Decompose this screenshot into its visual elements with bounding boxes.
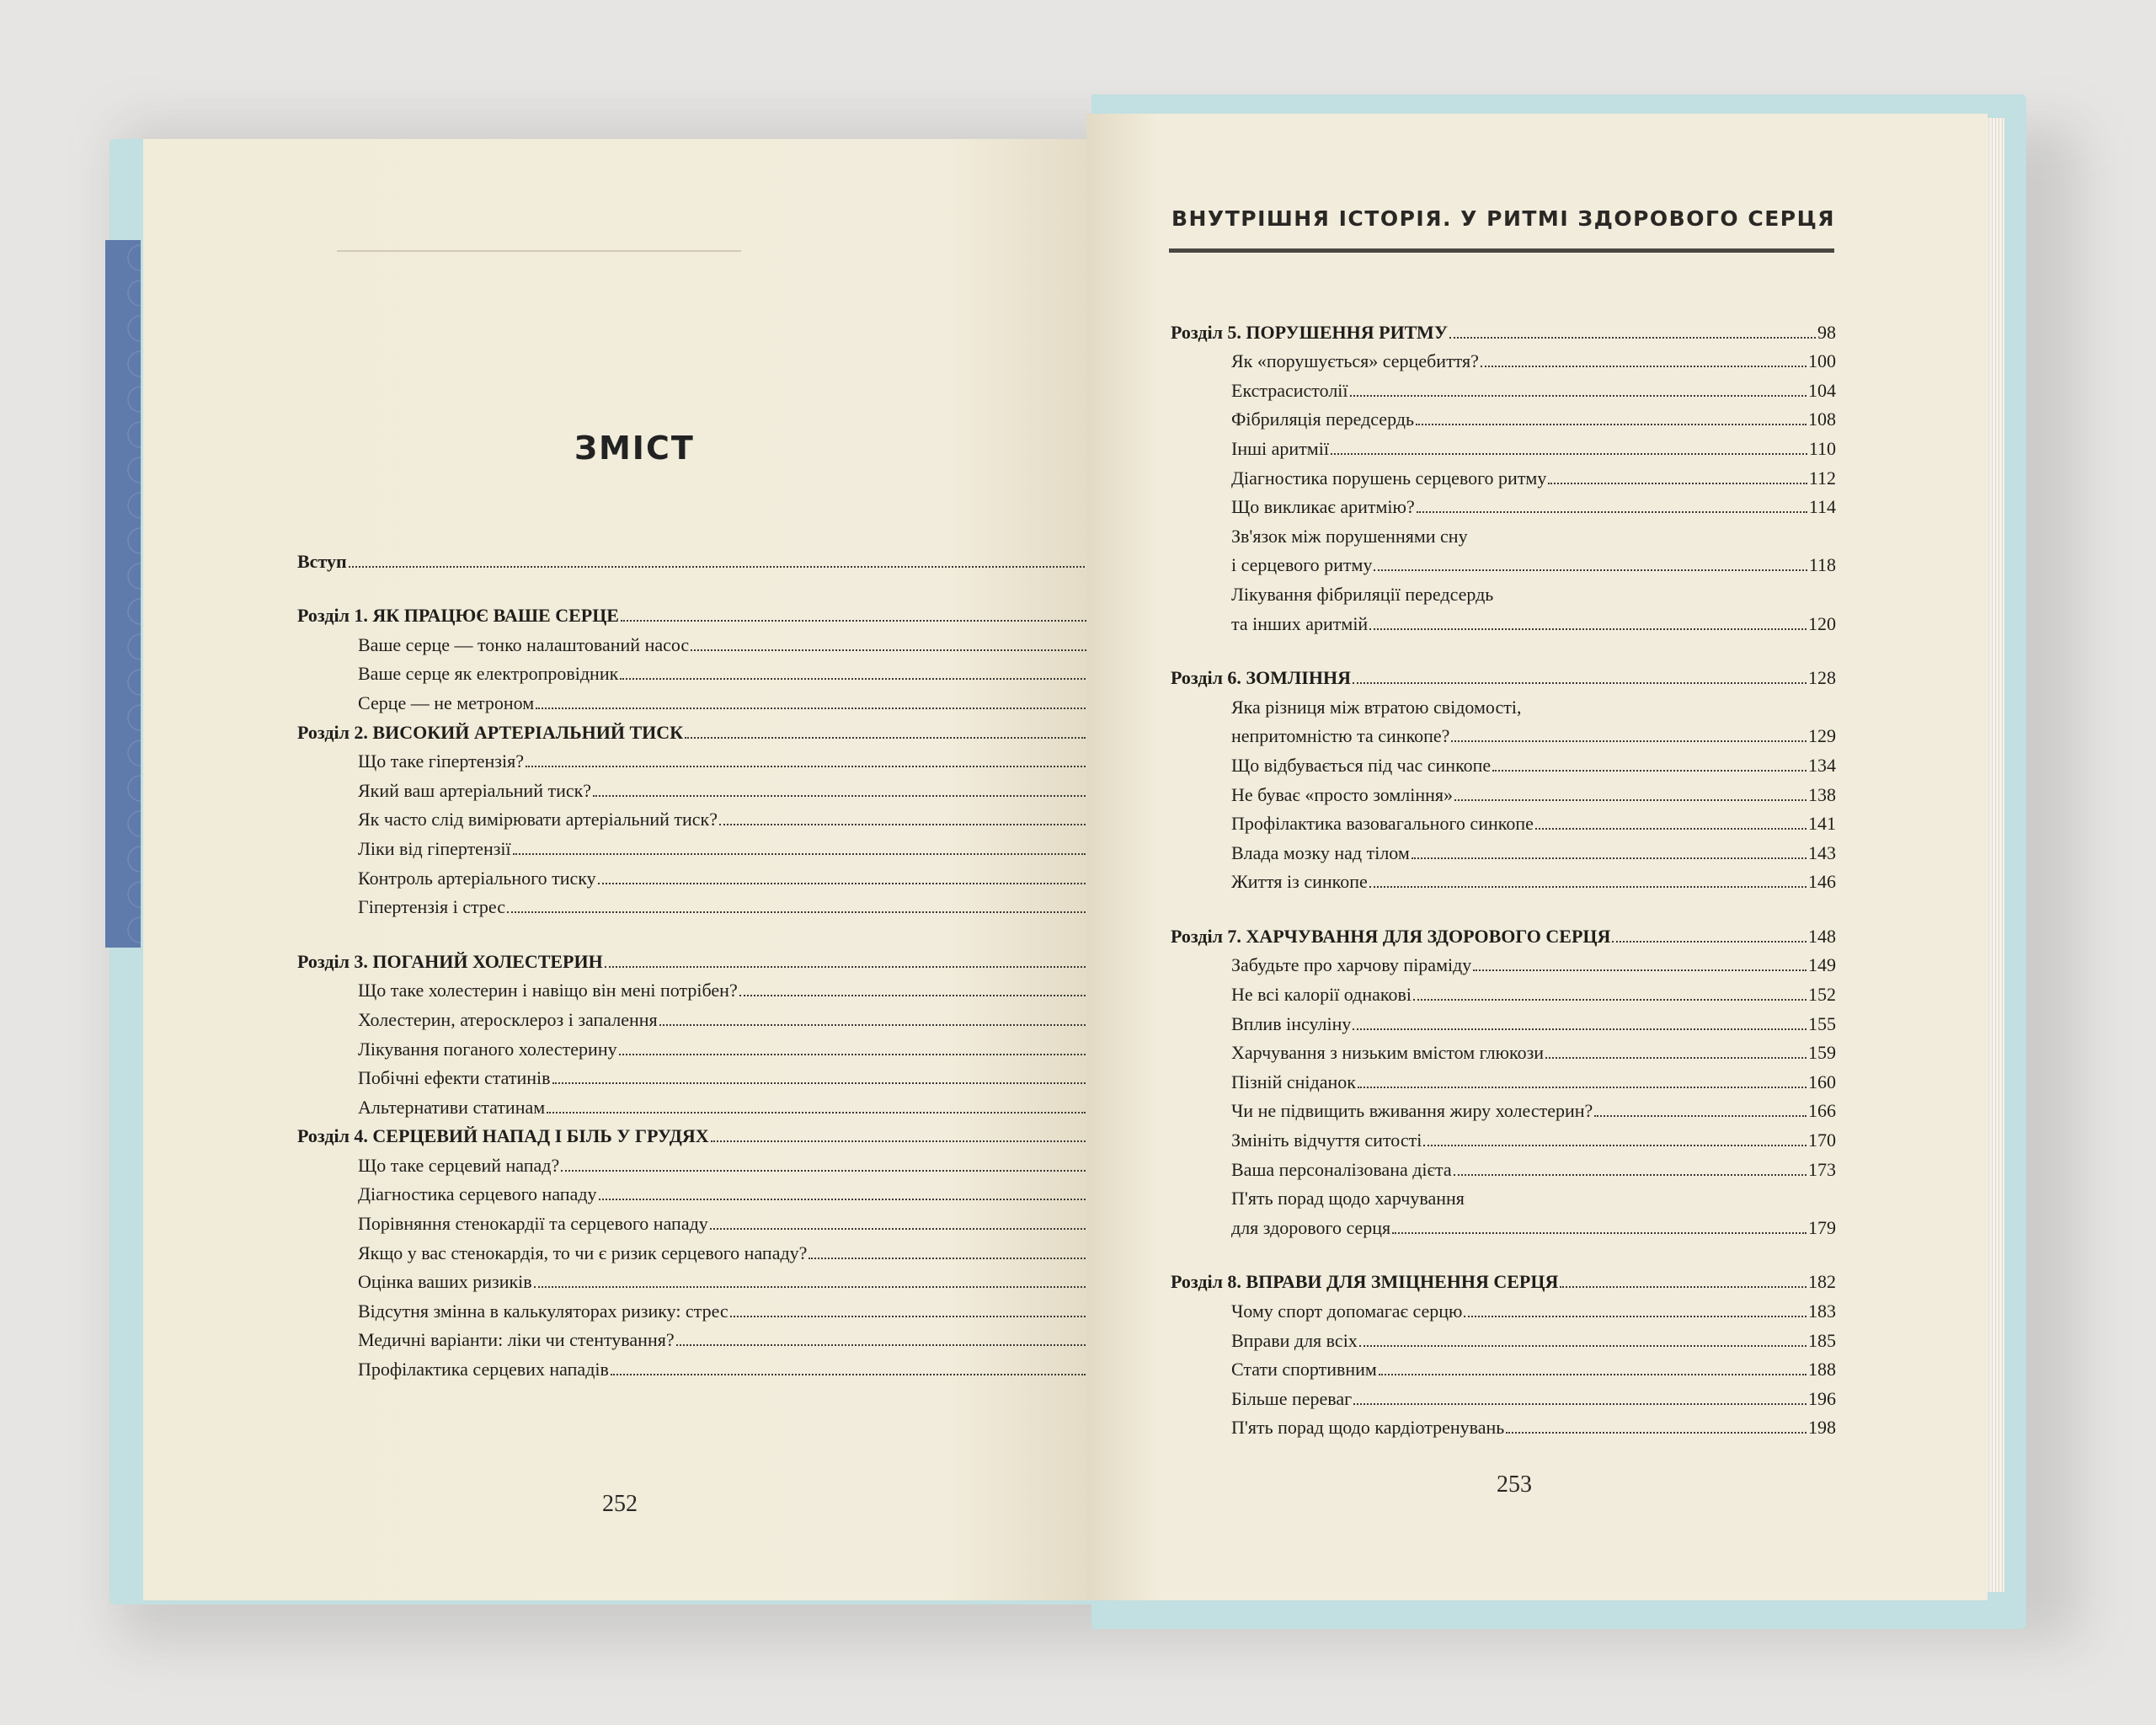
toc-entry-row (1171, 806, 1836, 836)
toc-entry-title: Розділ 1. ЯК ПРАЦЮЄ ВАШЕ СЕРЦЕ (297, 605, 619, 627)
toc-entry-row (1171, 576, 1836, 606)
toc-entry-title: Вправи для всіх (1231, 1329, 1358, 1351)
toc-entry-row (297, 1177, 1106, 1206)
toc-page-number: 104 (1808, 379, 1836, 401)
toc-entry-row (1171, 1006, 1836, 1035)
toc-dot-leader (611, 1373, 1086, 1375)
toc-entry-row (297, 1060, 1106, 1090)
toc-entry-title: Що таке серцевий напад? (358, 1154, 560, 1176)
toc-entry-title: Розділ 8. ВПРАВИ ДЛЯ ЗМІЦНЕННЯ СЕРЦЯ (1171, 1271, 1559, 1293)
toc-entry-row (297, 627, 1106, 656)
toc-entry-title: Ліки від гіпертензії (358, 837, 511, 859)
toc-left (297, 543, 1106, 1381)
toc-entry-row (1171, 777, 1836, 806)
toc-dot-leader (1369, 628, 1806, 630)
toc-entry-title: Змініть відчуття ситості (1231, 1130, 1422, 1151)
toc-entry-title: Розділ 7. ХАРЧУВАННЯ ДЛЯ ЗДОРОВОГО СЕРЦЯ (1171, 925, 1611, 947)
toc-entry-row (1171, 518, 1836, 547)
toc-dot-leader (507, 911, 1086, 913)
toc-entry-row (1171, 1381, 1836, 1410)
toc-entry-title: Життя із синкопе (1231, 871, 1368, 893)
toc-entry-title: Порівняння стенокардії та серцевого нападу (358, 1213, 708, 1235)
toc-dot-leader (1350, 394, 1806, 397)
toc-entry-title: та інших аритмій (1231, 612, 1369, 634)
toc-entry-title: Що таке холестерин і навіщо він мені потрібен? (358, 980, 738, 1001)
toc-dot-leader (534, 1285, 1086, 1288)
toc-dot-leader (620, 677, 1086, 680)
toc-entry-title: Ваша персоналізована дієта (1231, 1158, 1452, 1180)
toc-right (1171, 314, 1836, 1439)
toc-entry-row (1171, 1181, 1836, 1210)
toc-dot-leader (659, 1023, 1086, 1026)
toc-entry-title: Забудьте про харчову піраміду (1231, 954, 1472, 976)
toc-dot-leader (1413, 998, 1806, 1001)
toc-entry-row (1171, 1322, 1836, 1352)
toc-entry-title: Екстрасистолії (1231, 379, 1348, 401)
toc-dot-leader (526, 765, 1086, 767)
toc-dot-leader (1331, 452, 1807, 455)
toc-page-number: 185 (1808, 1329, 1836, 1351)
toc-entry-row (297, 889, 1106, 919)
toc-entry-title: Як часто слід вимірювати артеріальний тиск? (358, 809, 718, 830)
toc-entry-title: Як «порушується» серцебиття? (1231, 350, 1479, 372)
toc-entry-row (1171, 372, 1836, 402)
toc-entry-title: Альтернативи статинам (358, 1096, 546, 1118)
toc-page-number: 159 (1808, 1042, 1836, 1064)
toc-dot-leader (730, 1315, 1086, 1317)
toc-dot-leader (1548, 482, 1806, 484)
toc-page-number: 155 (1808, 1012, 1836, 1034)
toc-dot-leader (599, 1198, 1086, 1200)
toc-dot-leader (1535, 827, 1806, 830)
toc-entry-row (1171, 402, 1836, 431)
toc-chapter-row (297, 543, 1106, 573)
toc-dot-leader (1412, 857, 1806, 859)
running-head-rule (1169, 248, 1834, 253)
toc-entry-title: Що викликає аритмію? (1231, 496, 1415, 518)
toc-chapter-row (1171, 314, 1836, 344)
toc-entry-title: Холестерин, атеросклероз і запалення (358, 1008, 658, 1030)
toc-entry-row (1171, 606, 1836, 635)
toc-dot-leader (621, 619, 1086, 622)
toc-chapter-row (1171, 1264, 1836, 1294)
toc-dot-leader (739, 994, 1086, 996)
toc-dot-leader (1454, 1173, 1806, 1176)
toc-entry-title: Розділ 5. ПОРУШЕННЯ РИТМУ (1171, 321, 1448, 343)
toc-page-number: 138 (1808, 783, 1836, 805)
toc-entry-row (297, 744, 1106, 773)
toc-entry-row (1171, 835, 1836, 864)
toc-dot-leader (593, 794, 1086, 797)
toc-dot-leader (513, 852, 1086, 855)
toc-entry-title: для здорового серця (1231, 1216, 1391, 1238)
toc-dot-leader (691, 649, 1086, 651)
toc-entry-row (297, 973, 1106, 1002)
toc-entry-title: і серцевого ритму (1231, 554, 1373, 576)
toc-page-number: 143 (1808, 841, 1836, 863)
show-through-header (337, 216, 741, 252)
toc-entry-title: Влада мозку над тілом (1231, 841, 1410, 863)
toc-entry-title: Що відбувається під час синкопе (1231, 754, 1492, 776)
toc-page-number: 196 (1808, 1387, 1836, 1409)
toc-entry-title: Медичні варіанти: ліки чи стентування? (358, 1329, 675, 1351)
toc-dot-leader (1416, 423, 1806, 425)
toc-page-number: 108 (1808, 409, 1836, 430)
toc-page-number: 114 (1808, 496, 1836, 518)
toc-entry-title: П'ять порад щодо харчування (1231, 1188, 1465, 1210)
toc-page-number: 128 (1808, 667, 1836, 689)
toc-dot-leader (1612, 940, 1806, 943)
toc-dot-leader (1392, 1231, 1806, 1234)
right-page (1086, 114, 1988, 1600)
toc-page-number: 118 (1808, 554, 1836, 576)
toc-page-number: 112 (1808, 467, 1836, 489)
toc-entry-title: Більше переваг (1231, 1387, 1353, 1409)
toc-entry-row (297, 1351, 1106, 1381)
toc-page-number: 173 (1808, 1158, 1836, 1180)
toc-entry-title: Діагностика порушень серцевого ритму (1231, 467, 1547, 489)
toc-entry-title: Який ваш артеріальний тиск? (358, 779, 592, 801)
toc-dot-leader (1423, 1144, 1806, 1146)
toc-dot-leader (676, 1343, 1086, 1346)
running-head: ВНУТРІШНЯ ІСТОРІЯ. У РИТМІ ЗДОРОВОГО СЕРЦЯ (1171, 206, 1836, 231)
toc-dot-leader (719, 823, 1086, 825)
toc-entry-title: Розділ 3. ПОГАНИЙ ХОЛЕСТЕРИН (297, 950, 603, 972)
toc-entry-title: Інші аритмії (1231, 437, 1329, 459)
toc-page-number: 182 (1808, 1271, 1836, 1293)
toc-dot-leader (1545, 1056, 1806, 1059)
toc-entry-row (297, 1235, 1106, 1264)
toc-page-number: 148 (1808, 925, 1836, 947)
toc-entry-title: Харчування з низьким вмістом глюкози (1231, 1042, 1545, 1064)
toc-page-number: 134 (1808, 754, 1836, 776)
toc-entry-row (1171, 718, 1836, 748)
toc-page-number: 183 (1808, 1300, 1836, 1322)
toc-chapter-row (297, 943, 1106, 973)
toc-dot-leader (1464, 1315, 1806, 1317)
toc-page-number: 198 (1808, 1417, 1836, 1439)
toc-entry-title: Гіпертензія і стрес (358, 896, 505, 918)
toc-dot-leader (1473, 969, 1806, 971)
toc-entry-title: Якщо у вас стенокардія, то чи є ризик серцевого нападу? (358, 1242, 808, 1263)
toc-dot-leader (598, 882, 1086, 884)
toc-dot-leader (1379, 1373, 1806, 1375)
toc-entry-row (297, 860, 1106, 889)
toc-chapter-row (297, 714, 1106, 744)
toc-dot-leader (1506, 1431, 1806, 1434)
toc-dot-leader (552, 1081, 1086, 1084)
toc-dot-leader (711, 1140, 1086, 1142)
toc-entry-row (1171, 1352, 1836, 1381)
toc-entry-row (297, 656, 1106, 686)
toc-dot-leader (1594, 1114, 1806, 1117)
toc-dot-leader (1369, 885, 1806, 888)
toc-entry-row (297, 802, 1106, 831)
toc-entry-row (297, 1031, 1106, 1060)
toc-dot-leader (349, 565, 1095, 568)
toc-chapter-row (297, 1119, 1106, 1148)
toc-page-number: 141 (1808, 813, 1836, 835)
left-page (143, 139, 1086, 1600)
toc-page-number: 160 (1808, 1071, 1836, 1092)
toc-entry-title: Лікування фібриляції передсердь (1231, 583, 1494, 605)
toc-dot-leader (710, 1227, 1086, 1230)
toc-entry-row (1171, 864, 1836, 894)
toc-dot-leader (1481, 365, 1806, 367)
toc-entry-title: Розділ 2. ВИСОКИЙ АРТЕРІАЛЬНИЙ ТИСК (297, 721, 684, 743)
toc-page-number: 100 (1808, 350, 1836, 372)
toc-entry-title: П'ять порад щодо кардіотренувань (1231, 1417, 1505, 1439)
toc-page-number: 129 (1808, 725, 1836, 747)
toc-entry-row (297, 1293, 1106, 1322)
toc-entry-row (297, 1264, 1106, 1294)
toc-title: ЗМІСТ (574, 430, 695, 467)
toc-entry-row (1171, 1210, 1836, 1239)
toc-entry-title: Профілактика вазовагального синкопе (1231, 813, 1534, 835)
toc-entry-row (1171, 976, 1836, 1006)
toc-entry-title: Ваше серце як електропровідник (358, 663, 619, 685)
toc-dot-leader (1359, 1344, 1806, 1347)
toc-page-number: 188 (1808, 1359, 1836, 1381)
toc-dot-leader (1454, 798, 1806, 801)
page-number-left: 252 (602, 1491, 638, 1517)
toc-entry-title: Діагностика серцевого нападу (358, 1183, 597, 1205)
toc-dot-leader (1353, 1028, 1806, 1030)
toc-dot-leader (1417, 510, 1807, 513)
toc-entry-title: Зв'язок між порушеннями сну (1231, 525, 1468, 547)
toc-entry-title: Яка різниця між втратою свідомості, (1231, 696, 1522, 718)
toc-entry-title: Що таке гіпертензія? (358, 750, 524, 772)
toc-dot-leader (605, 965, 1086, 968)
toc-entry-title: Вплив інсуліну (1231, 1012, 1352, 1034)
toc-entry-row (297, 1089, 1106, 1119)
toc-entry-title: Ваше серце — тонко налаштований насос (358, 633, 690, 655)
toc-entry-row (1171, 489, 1836, 519)
toc-page-number: 170 (1808, 1130, 1836, 1151)
toc-dot-leader (808, 1257, 1086, 1259)
toc-page-number: 98 (1817, 321, 1836, 343)
toc-entry-row (1171, 430, 1836, 460)
toc-dot-leader (1353, 681, 1806, 684)
toc-entry-row (1171, 1151, 1836, 1181)
toc-entry-title: Побічні ефекти статинів (358, 1067, 551, 1089)
toc-page-number: 179 (1808, 1216, 1836, 1238)
toc-page-number: 120 (1808, 612, 1836, 634)
toc-dot-leader (1560, 1285, 1806, 1288)
toc-page-number: 146 (1808, 871, 1836, 893)
toc-dot-leader (1374, 569, 1806, 571)
toc-chapter-row (297, 598, 1106, 628)
toc-entry-row (1171, 1093, 1836, 1123)
toc-entry-title: Фібриляція передсердь (1231, 409, 1415, 430)
toc-entry-title: Вступ (297, 550, 347, 572)
toc-entry-title: Відсутня змінна в калькуляторах ризику: стрес (358, 1300, 728, 1322)
toc-page-number: 166 (1808, 1100, 1836, 1122)
toc-entry-row (297, 1147, 1106, 1177)
toc-entry-title: Розділ 6. ЗОМЛІННЯ (1171, 667, 1351, 689)
toc-entry-row (297, 772, 1106, 802)
toc-dot-leader (1358, 1086, 1806, 1088)
toc-dot-leader (1492, 769, 1806, 772)
toc-entry-title: Оцінка ваших ризиків (358, 1271, 532, 1293)
toc-entry-row (1171, 1293, 1836, 1322)
toc-entry-title: непритомністю та синкопе? (1231, 725, 1450, 747)
page-number-right: 253 (1497, 1471, 1532, 1498)
toc-dot-leader (1451, 740, 1806, 742)
toc-entry-title: Чому спорт допомагає серцю (1231, 1300, 1463, 1322)
toc-page-number: 110 (1808, 437, 1836, 459)
toc-entry-row (1171, 547, 1836, 577)
toc-chapter-row (1171, 660, 1836, 690)
toc-entry-title: Не всі калорії однакові (1231, 984, 1412, 1006)
toc-entry-row (297, 685, 1106, 714)
toc-entry-row (1171, 1122, 1836, 1151)
toc-entry-title: Чи не підвищить вживання жиру холестерин? (1231, 1100, 1593, 1122)
toc-entry-row (297, 1001, 1106, 1031)
toc-entry-title: Не буває «просто зомління» (1231, 783, 1454, 805)
toc-dot-leader (1353, 1402, 1806, 1405)
toc-entry-title: Пізній сніданок (1231, 1071, 1356, 1092)
toc-entry-title: Профілактика серцевих нападів (358, 1359, 609, 1381)
toc-entry-title: Лікування поганого холестерину (358, 1038, 617, 1060)
toc-dot-leader (536, 707, 1086, 709)
toc-entry-row (1171, 1064, 1836, 1093)
toc-dot-leader (561, 1169, 1086, 1172)
cover-pattern-strip (105, 240, 141, 948)
toc-page-number: 152 (1808, 984, 1836, 1006)
toc-chapter-row (1171, 918, 1836, 948)
toc-entry-row (1171, 1035, 1836, 1065)
toc-entry-title: Серце — не метроном (358, 692, 535, 713)
toc-entry-row (1171, 460, 1836, 489)
toc-entry-row (1171, 344, 1836, 373)
toc-entry-row (1171, 747, 1836, 777)
toc-dot-leader (1449, 336, 1816, 339)
toc-entry-row (1171, 1410, 1836, 1439)
toc-entry-row (297, 1205, 1106, 1235)
toc-entry-row (1171, 948, 1836, 977)
toc-dot-leader (547, 1111, 1086, 1114)
toc-entry-row (297, 1322, 1106, 1352)
toc-entry-row (297, 830, 1106, 860)
toc-dot-leader (619, 1053, 1086, 1055)
toc-page-number: 149 (1808, 954, 1836, 976)
toc-dot-leader (685, 736, 1086, 739)
toc-entry-title: Стати спортивним (1231, 1359, 1377, 1381)
toc-entry-title: Розділ 4. СЕРЦЕВИЙ НАПАД І БІЛЬ У ГРУДЯХ (297, 1125, 709, 1147)
toc-entry-title: Контроль артеріального тиску (358, 867, 596, 889)
toc-entry-row (1171, 689, 1836, 718)
